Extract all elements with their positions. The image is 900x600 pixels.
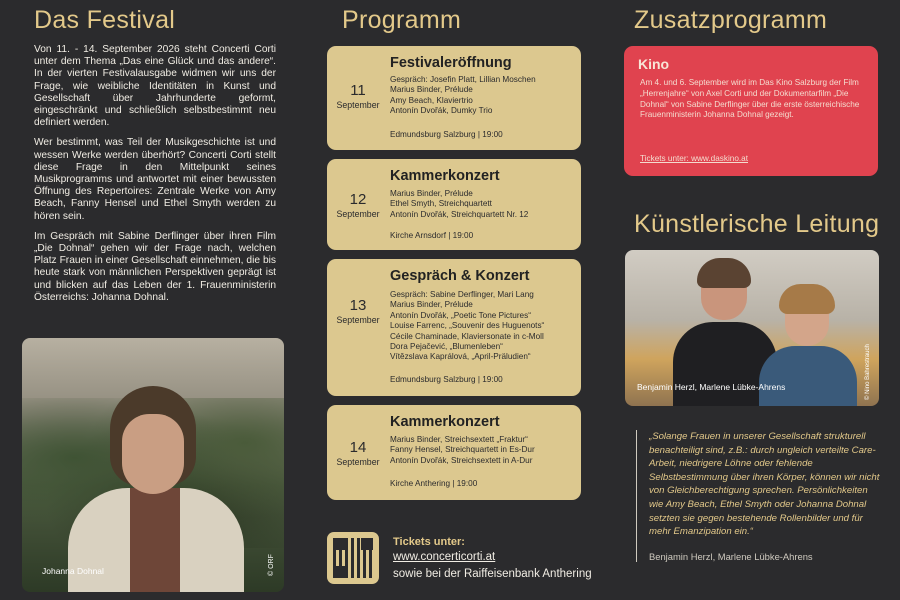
photo-credit: © Nino Bahrestrauch <box>865 344 871 400</box>
qr-code-box[interactable] <box>327 532 379 584</box>
event-line: Antonín Dvořák, Streichsextett in A-Dur <box>390 455 533 465</box>
event-line: Antonín Dvořák, Streichquartett Nr. 12 <box>390 209 529 219</box>
event-program-list <box>390 290 544 363</box>
zusatzprogramm-heading: Zusatzprogramm <box>634 6 828 34</box>
tickets-label: Tickets unter: <box>393 536 465 548</box>
photo-credit: © ORF <box>268 554 275 576</box>
event-line: Marius Binder, Streichsextett „Fraktur“ <box>390 435 528 444</box>
event-day: 13 <box>349 297 367 314</box>
festival-paragraph: Von 11. - 14. September 2026 steht Concerti Corti unter dem Thema „Das eine Glück und das andere“. In der vierten Festivalausgabe widmen wir uns der Frage, wie weibliche Identitäten in Kunst und Gesellschaft über Jahrhunderte geformt, eingeschränkt und schließlich selbstbestimmt neu definiert werden. <box>34 44 276 129</box>
tickets-bank-text: sowie bei der Raiffeisenbank Anthering <box>393 568 592 580</box>
event-line: Gespräch: Sabine Derflinger, Mari Lang <box>390 290 534 299</box>
programm-heading: Programm <box>342 6 462 34</box>
event-title: Kammerkonzert <box>390 414 500 430</box>
johanna-dohnal-photo <box>22 338 284 592</box>
event-line: Vítězslava Kaprálová, „April-Präludien“ <box>390 352 531 362</box>
event-month: September <box>336 209 380 219</box>
event-venue: Kirche Anthering | 19:00 <box>390 479 478 488</box>
festival-heading: Das Festival <box>34 6 176 34</box>
tickets-link[interactable]: www.concerticorti.at <box>393 551 496 563</box>
event-venue: Edmundsburg Salzburg | 19:00 <box>390 375 503 384</box>
event-program-list <box>390 189 528 220</box>
event-title: Gespräch & Konzert <box>390 268 530 284</box>
event-day: 14 <box>349 439 367 456</box>
event-line: Ethel Smyth, Streichquartett <box>390 199 492 209</box>
event-line: Fanny Hensel, Streichquartett in Es-Dur <box>390 445 535 455</box>
event-line: Cécile Chaminade, Klaviersonate in c-Moll <box>390 331 544 341</box>
event-month: September <box>336 315 380 325</box>
event-line: Amy Beach, Klaviertrio <box>390 95 473 105</box>
event-month: September <box>336 100 380 110</box>
quote-author: Benjamin Herzl, Marlene Lübke-Ahrens <box>649 550 813 562</box>
kino-title: Kino <box>638 56 670 72</box>
event-program-list <box>390 75 536 117</box>
photo-caption: Johanna Dohnal <box>42 566 104 576</box>
event-month: September <box>336 457 380 467</box>
event-venue: Edmundsburg Salzburg | 19:00 <box>390 130 503 139</box>
event-line: Dora Pejačević, „Blumenleben“ <box>390 342 503 352</box>
event-card-11 <box>327 46 581 150</box>
event-line: Antonín Dvořák, Dumky Trio <box>390 106 493 116</box>
event-card-14 <box>327 405 581 500</box>
event-venue: Kirche Arnsdorf | 19:00 <box>390 231 474 240</box>
event-line: Marius Binder, Prélude <box>390 300 473 310</box>
event-title: Festivaleröffnung <box>390 55 512 71</box>
kino-box <box>624 46 878 176</box>
event-line: Marius Binder, Prélude <box>390 189 473 198</box>
kino-tickets-link[interactable]: Tickets unter: www.daskino.at <box>640 154 748 163</box>
event-card-13 <box>327 259 581 396</box>
event-line: Gespräch: Josefin Platt, Lillian Moschen <box>390 75 536 84</box>
event-title: Kammerkonzert <box>390 168 500 184</box>
artistic-directors-photo <box>625 250 879 406</box>
quote-text: „Solange Frauen in unserer Gesellschaft strukturell benachteiligt sind, z.B.: durch ungleich verteilte Care-Arbeit, niedrigere Löhne oder fehlende Selbstbestimmung über ihren Körper, können wir nicht von Gleichberechtigung sprechen. Persönlichkeiten wie Amy Beach, Ethel Smyth oder Johanna Dohnal setzten sie gegen bestehende Rollenbilder und für mehr Emanzipation ein.“ <box>649 431 880 538</box>
leitung-heading: Künstlerische Leitung <box>634 210 880 238</box>
event-day: 12 <box>349 191 367 208</box>
event-day: 11 <box>350 82 366 99</box>
quote-block <box>636 430 880 562</box>
qr-code-icon <box>333 538 373 578</box>
festival-paragraph: Im Gespräch mit Sabine Derflinger über ihren Film „Die Dohnal“ gehen wir der Frage nach, welchen Platz Frauen in einer Gesellschaft einnehmen, die bis heute stark von männlichen Perspektiven geprägt ist und blicken auf das Leben der 1. Frauenministerin Österreichs: Johanna Dohnal. <box>34 230 276 303</box>
event-program-list <box>390 435 535 466</box>
event-line: Antonín Dvořák, „Poetic Tone Pictures“ <box>390 310 531 320</box>
event-card-12 <box>327 159 581 250</box>
event-line: Marius Binder, Prélude <box>390 85 473 95</box>
photo-caption: Benjamin Herzl, Marlene Lübke-Ahrens <box>637 382 786 392</box>
festival-text <box>34 44 276 312</box>
event-line: Louise Farrenc, „Souvenir des Huguenots“ <box>390 321 545 331</box>
festival-paragraph: Wer bestimmt, was Teil der Musikgeschichte ist und wessen Werke werden überhört? Concerti Corti stellt diese Frage in den Mittelpunkt seines Musikprogramms und antwortet mit einer bewussten Öffnung des Repertoires: Zentrale Werke von Amy Beach, Fanny Hensel und Ethel Smyth werden zu hören sein. <box>34 137 276 222</box>
kino-text: Am 4. und 6. September wird im Das Kino Salzburg der Film „Herrenjahre“ von Axel Corti und der Dokumentarfilm „Die Dohnal“ von Sabine Derflinger über die erste österreichische Frauenministerin Johanna Dohnal gezeigt. <box>640 78 860 120</box>
